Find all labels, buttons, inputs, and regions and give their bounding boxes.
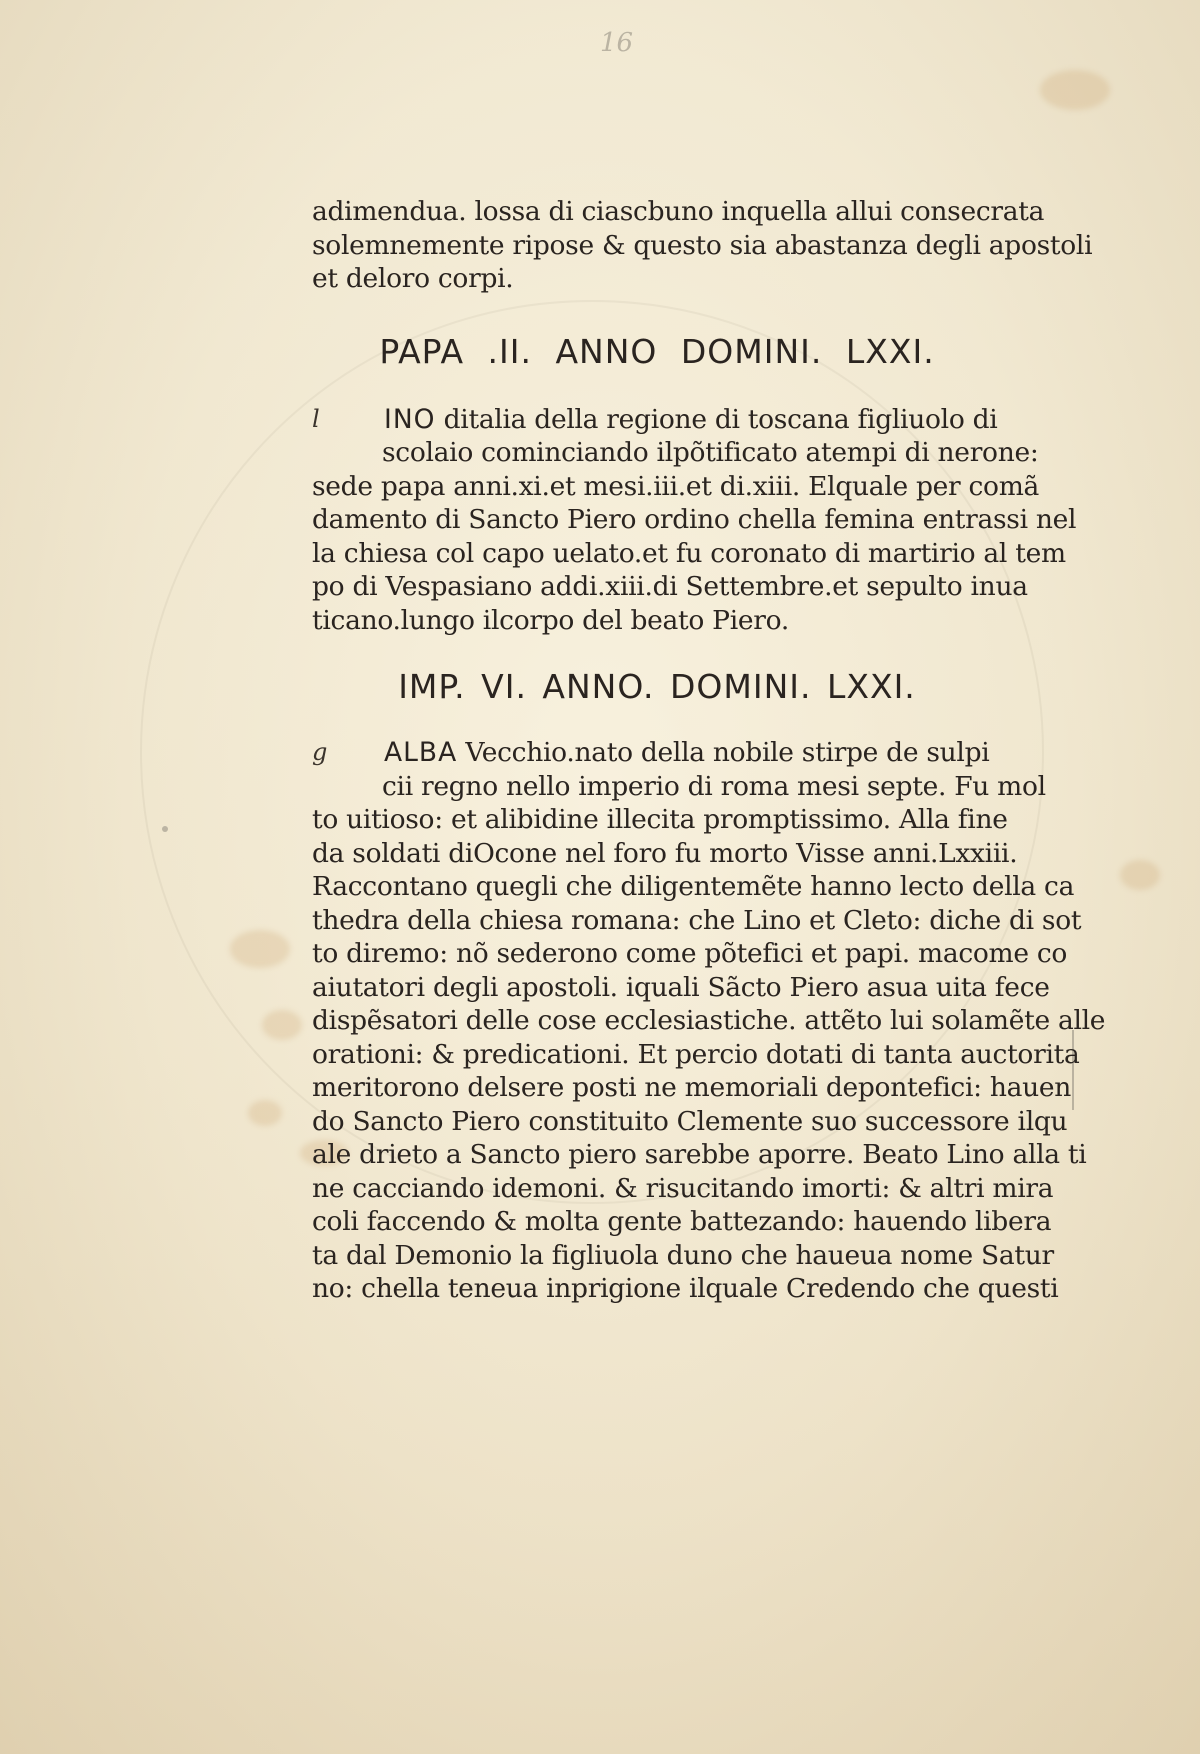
text-line: damento di Sancto Piero ordino chella femina entrassi nel	[312, 504, 1077, 535]
ink-dot	[162, 826, 168, 832]
text-line: dispẽsatori delle cose ecclesiastiche. attẽto lui solamẽte alle	[312, 1005, 1106, 1036]
text-line: cii regno nello imperio di roma mesi septe. Fu mol	[382, 770, 1046, 802]
text-line: Vecchio.nato della nobile stirpe de sulpi	[465, 737, 990, 768]
foxing-stain	[248, 1100, 282, 1126]
text-line: do Sancto Piero constituito Clemente suo successore ilqu	[312, 1105, 1068, 1137]
text-line: ditalia della regione di toscana figliuolo di	[443, 403, 998, 435]
folio-number: 16	[600, 28, 634, 58]
text-line: to uitioso: et alibidine illecita promptissimo. Alla fine	[312, 804, 1008, 835]
heading-papa: PAPA .II. ANNO DOMINI. LXXI.	[379, 331, 935, 371]
text-line: la chiesa col capo uelato.et fu coronato di martirio al tem	[312, 537, 1066, 569]
intro-line: adimendua. lossa di ciascbuno inquella allui consecrata	[312, 196, 1045, 227]
text-line: ale drieto a Sancto piero sarebbe aporre. Beato Lino alla ti	[312, 1139, 1087, 1170]
text-line: scolaio cominciando ilpõtificato atempi di nerone:	[382, 437, 1039, 468]
text-line: no: chella teneua inprigione ilquale Credendo che questi	[312, 1273, 1059, 1304]
galba-first-line	[312, 736, 1002, 770]
text-line: meritorono delsere posti ne memoriali depontefici: hauen	[312, 1072, 1072, 1103]
intro-line: et deloro corpi.	[312, 263, 514, 294]
incipit-word: ALBA	[384, 737, 458, 768]
foxing-stain	[230, 930, 290, 968]
text-line: orationi: & predicationi. Et percio dotati di tanta auctorita	[312, 1038, 1080, 1070]
text-block	[312, 195, 1106, 1306]
foxing-stain	[1120, 860, 1160, 890]
guide-letter: l	[312, 404, 320, 433]
text-line: coli faccendo & molta gente battezando: hauendo libera	[312, 1206, 1052, 1237]
lino-paragraph	[312, 403, 1077, 638]
heading-imp: IMP. VI. ANNO. DOMINI. LXXI.	[398, 667, 916, 706]
text-line: po di Vespasiano addi.xiii.di Settembre.et sepulto inua	[312, 571, 1028, 602]
intro-line: solemnemente ripose & questo sia abastanza degli apostoli	[312, 229, 1093, 261]
text-line: ne cacciando idemoni. & risucitando imorti: & altri mira	[312, 1172, 1054, 1204]
guide-letter: g	[312, 738, 328, 766]
text-line: Raccontano quegli che diligentemẽte hanno lecto della ca	[312, 871, 1075, 902]
text-line: sede papa anni.xi.et mesi.iii.et di.xiii. Elquale per comã	[312, 470, 1040, 502]
foxing-stain	[1040, 70, 1110, 110]
lino-first-line	[312, 403, 1002, 437]
text-line: da soldati diOcone nel foro fu morto Visse anni.Lxxiii.	[312, 837, 1018, 869]
text-line: ticano.lungo ilcorpo del beato Piero.	[312, 604, 789, 636]
text-line: to diremo: nõ sederono come põtefici et papi. macome co	[312, 938, 1068, 969]
incipit-word: INO	[384, 403, 436, 435]
text-line: aiutatori degli apostoli. iquali Sãcto Piero asua uita fece	[312, 971, 1050, 1003]
foxing-stain	[262, 1010, 302, 1040]
galba-paragraph	[312, 736, 1106, 1306]
text-line: thedra della chiesa romana: che Lino et Cleto: diche di sot	[312, 904, 1082, 936]
text-line: ta dal Demonio la figliuola duno che haueua nome Satur	[312, 1239, 1054, 1271]
